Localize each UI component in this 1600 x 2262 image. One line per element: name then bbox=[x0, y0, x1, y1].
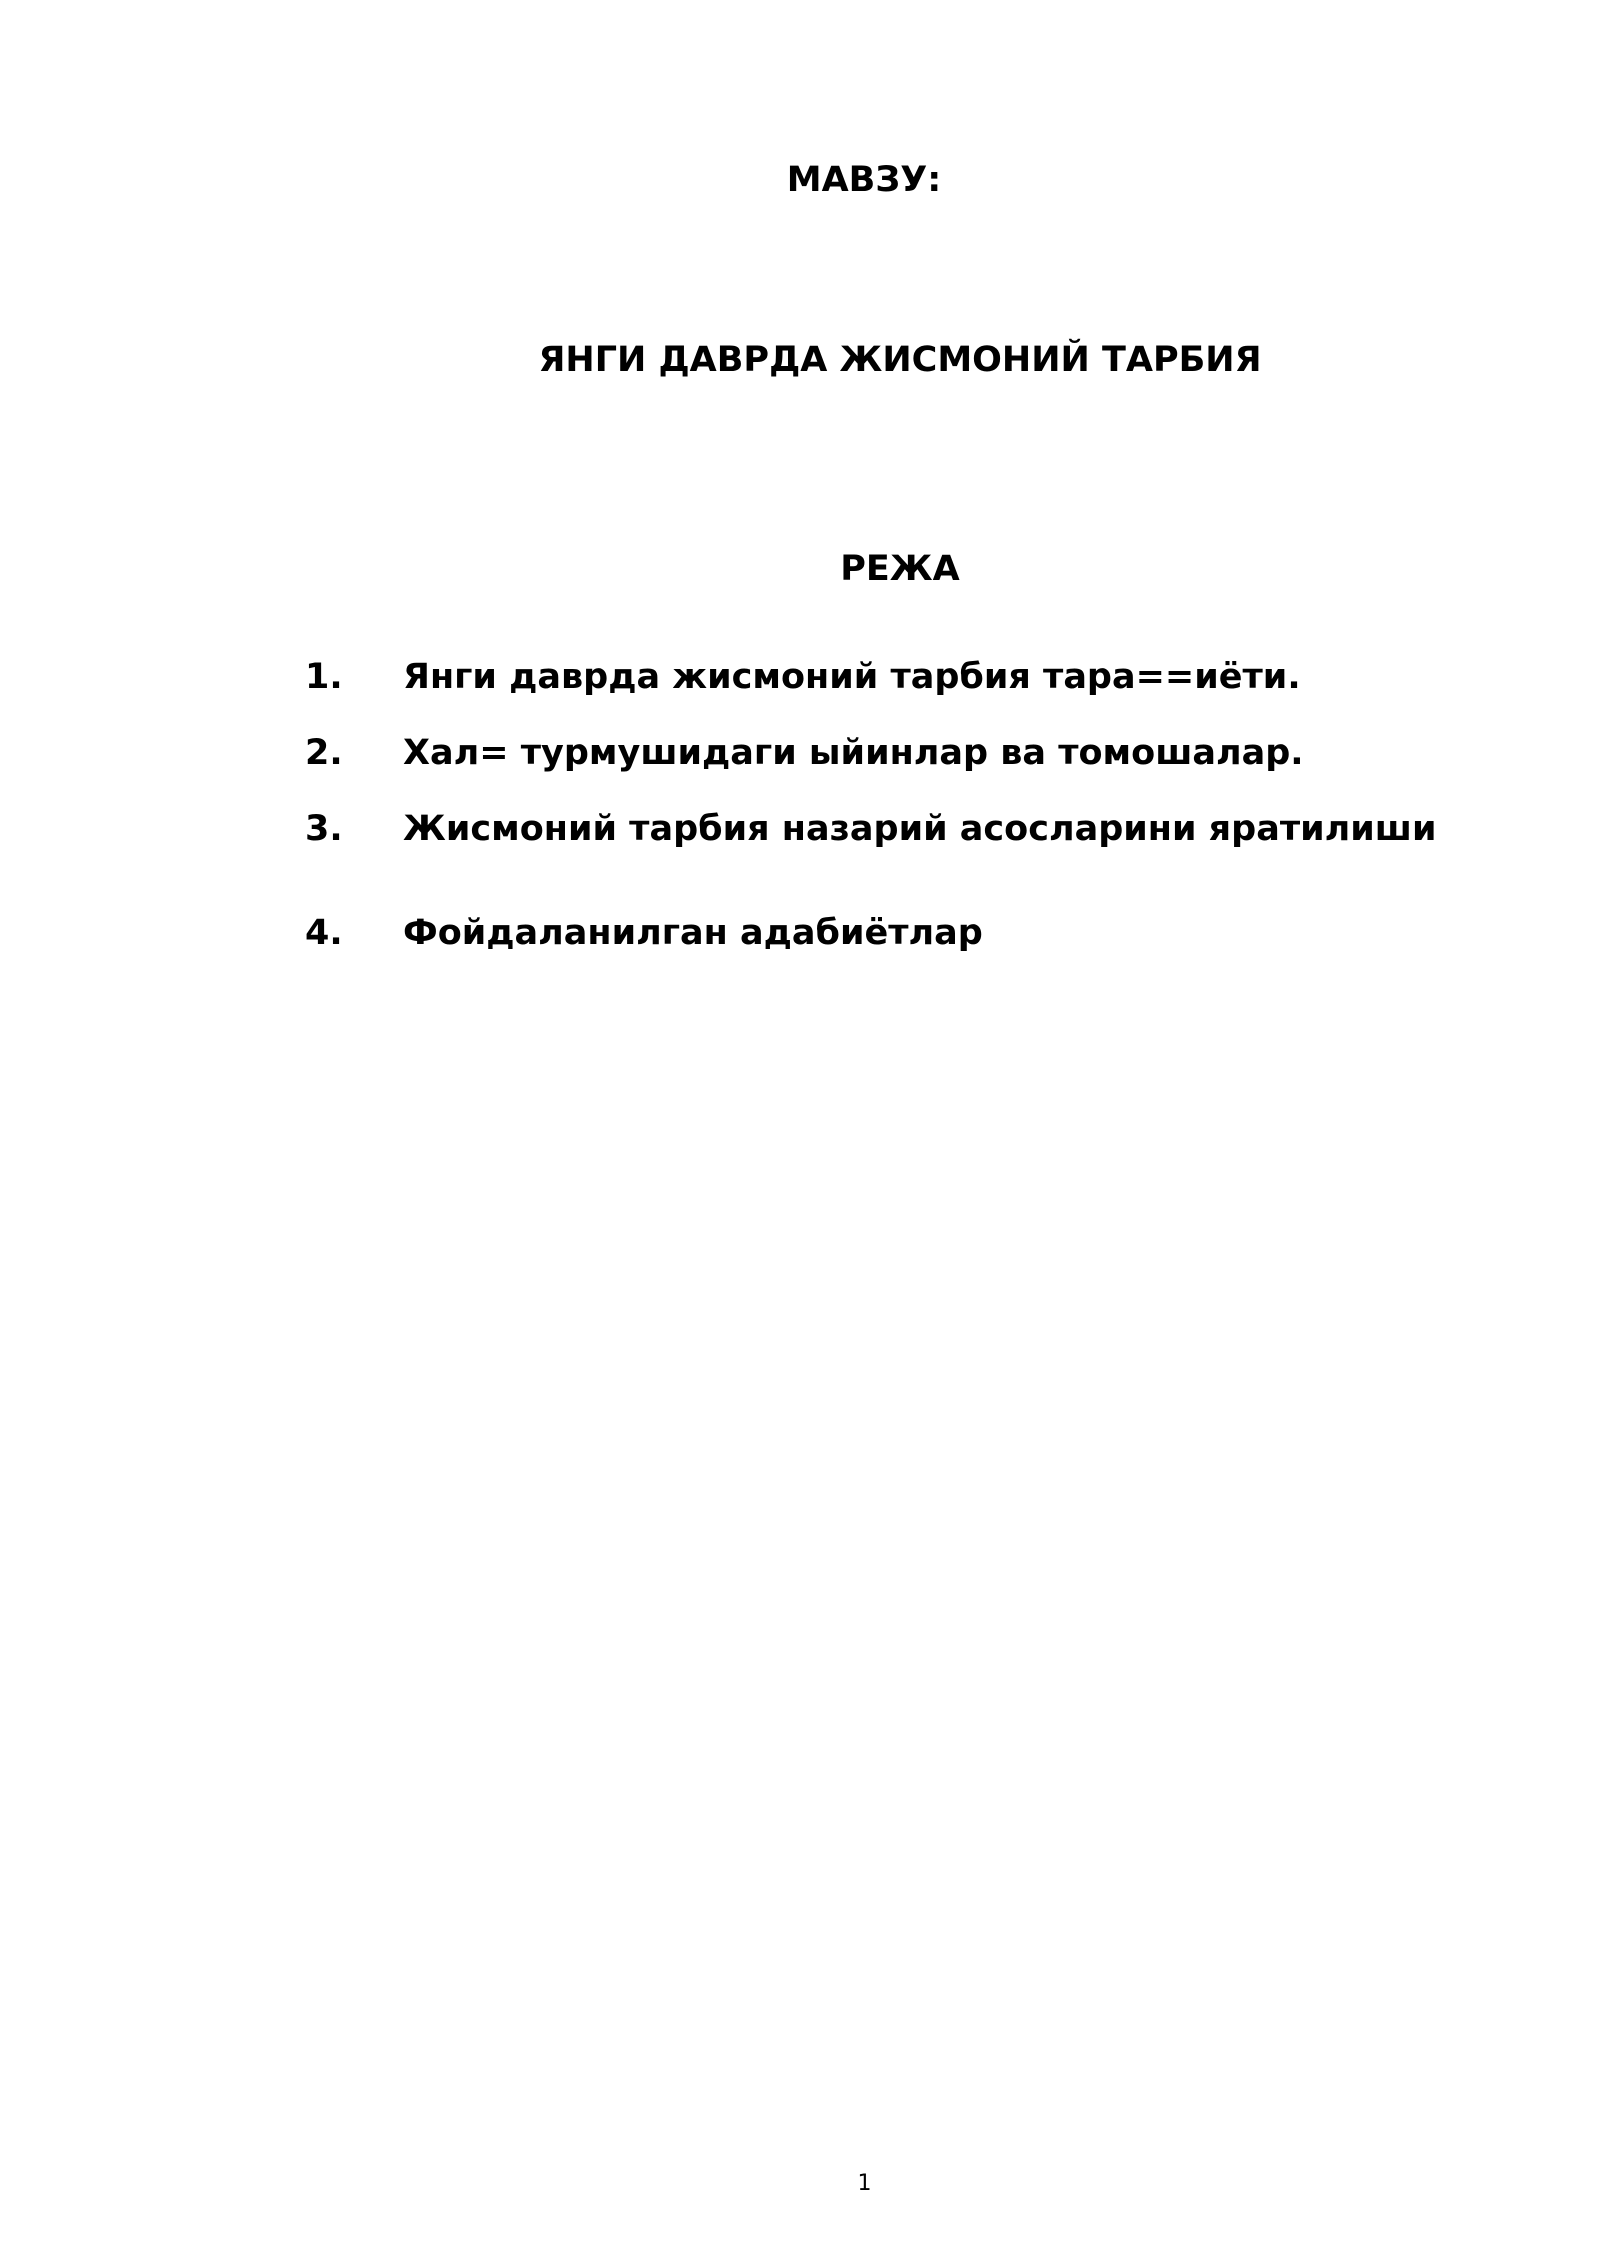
page-number: 1 bbox=[857, 2171, 872, 2196]
plan-item bbox=[305, 804, 1505, 854]
plan-item bbox=[305, 728, 1505, 778]
topic-label: МАВЗУ: bbox=[786, 160, 942, 200]
plan-item bbox=[305, 652, 1505, 702]
plan-item-number: 3. bbox=[305, 809, 343, 849]
plan-item-text: Янги даврда жисмоний тарбия тара==иёти. bbox=[403, 657, 1301, 697]
plan-item bbox=[305, 908, 1505, 958]
plan-item-text: Хал= турмушидаги ыйинлар ва томошалар. bbox=[403, 733, 1304, 773]
plan-item-number: 4. bbox=[305, 913, 343, 953]
plan-item-text: Фойдаланилган адабиётлар bbox=[403, 913, 983, 953]
plan-item-number: 1. bbox=[305, 657, 343, 697]
plan-item-text: Жисмоний тарбия назарий асосларини яратилиши bbox=[403, 809, 1437, 849]
document-title: ЯНГИ ДАВРДА ЖИСМОНИЙ ТАРБИЯ bbox=[538, 340, 1262, 380]
plan-item-number: 2. bbox=[305, 733, 343, 773]
plan-heading: РЕЖА bbox=[840, 549, 960, 589]
